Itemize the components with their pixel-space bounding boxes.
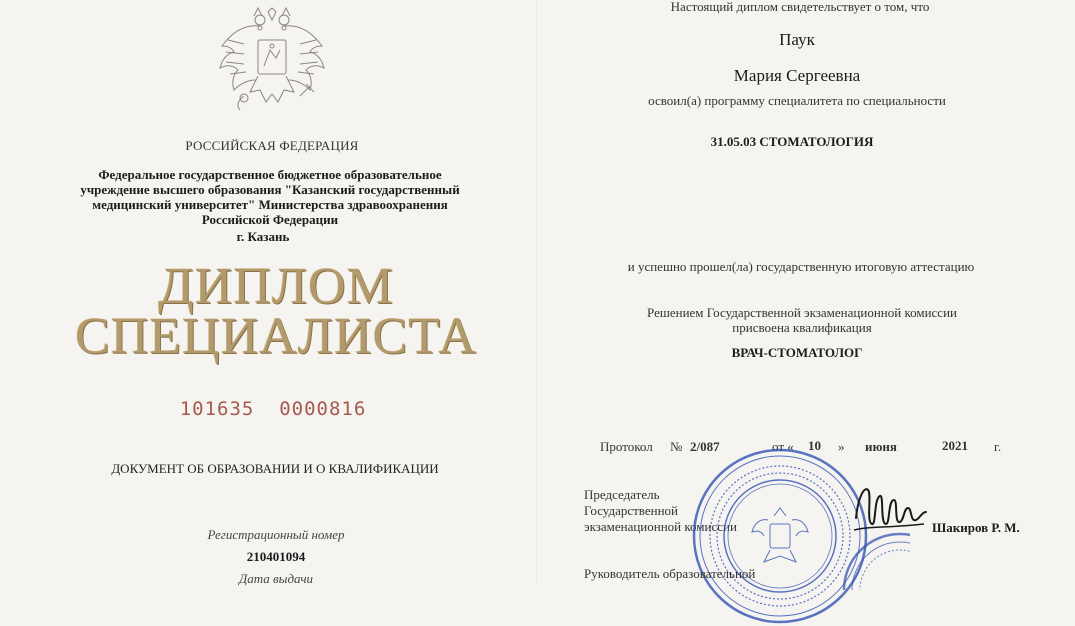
institution-name [80,167,459,227]
chair-name: Шакиров Р. М. [932,520,1020,535]
city: г. Казань [236,229,290,244]
graduate-given-names: Мария Сергеевна [733,66,861,85]
official-stamp-icon [840,530,910,590]
country-name: РОССИЙСКАЯ ФЕДЕРАЦИЯ [185,138,359,153]
serial-number: 101635 0000816 [179,398,367,420]
diploma-title [75,258,477,365]
certify-intro: Настоящий диплом свидетельствует о том, что [670,0,930,14]
protocol-year-suffix: г. [994,439,1002,454]
graduate-surname: Паук [779,30,815,49]
attestation-text: и успешно прошел(ла) государственную итоговую аттестацию [627,259,975,274]
qualification: ВРАЧ-СТОМАТОЛОГ [731,345,863,360]
document-type: ДОКУМЕНТ ОБ ОБРАЗОВАНИИ И О КВАЛИФИКАЦИИ [111,461,439,476]
issue-date-label: Дата выдачи [238,571,314,586]
chair-line: экзаменационной комиссии [584,519,737,534]
decision-line: Решением Государственной экзаменационной комиссии [647,305,957,320]
protocol-day: 10 [808,438,821,453]
specialty: 31.05.03 СТОМАТОЛОГИЯ [710,134,874,149]
institution-line: Федеральное государственное бюджетное образовательное [98,167,442,182]
decision-line: присвоена квалификация [732,320,872,335]
chair-line: Председатель [584,487,660,502]
protocol-year: 2021 [942,438,968,453]
protocol-label: Протокол [600,439,653,454]
protocol-from: от « [772,439,794,454]
protocol-close-quote: » [838,439,845,454]
coat-of-arms-icon [214,6,330,114]
head-label: Руководитель образовательной [584,566,756,581]
title-line-2: СПЕЦИАЛИСТА [75,308,477,365]
protocol-number: 2/087 [690,439,720,454]
registration-number: 210401094 [246,549,306,564]
commission-decision [647,305,957,335]
protocol-number-sign: № [670,439,683,454]
registration-label: Регистрационный номер [207,527,345,542]
institution-line: медицинский университет" Министерства здравоохранения [92,197,448,212]
title-line-1: ДИПЛОМ [158,258,394,315]
institution-line: учреждение высшего образования "Казанский государственный [80,182,460,197]
chair-line: Государственной [584,503,679,518]
page-fold [536,0,538,585]
institution-line: Российской Федерации [201,212,339,227]
protocol-month: июня [865,439,897,454]
program-text: освоил(а) программу специалитета по специальности [648,93,946,108]
